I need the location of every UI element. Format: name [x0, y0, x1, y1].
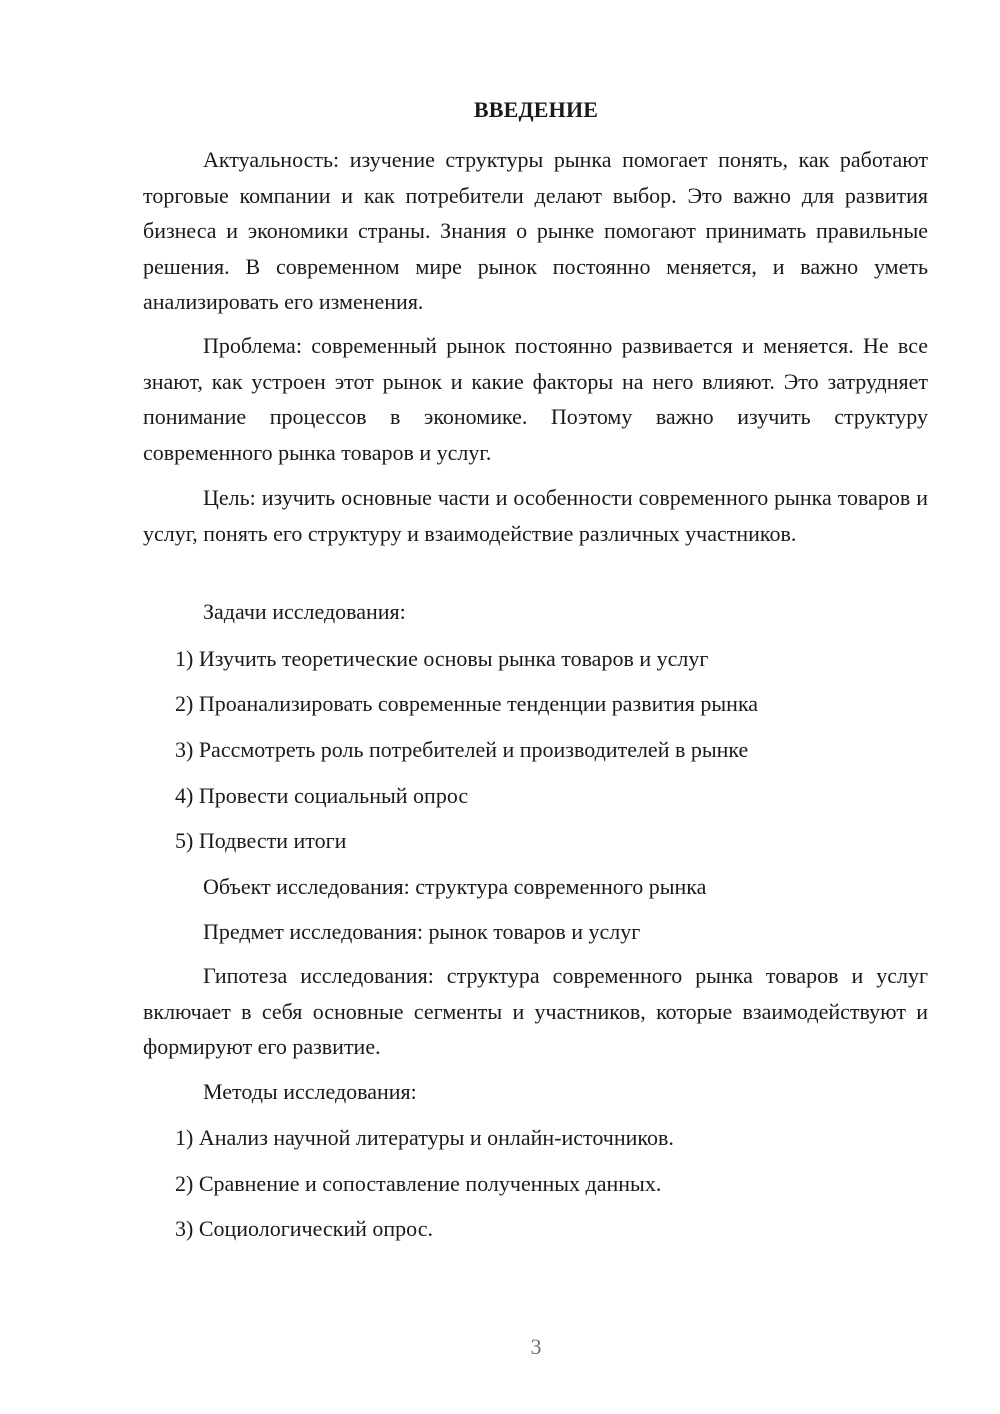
method-item: 3) Социологический опрос.: [175, 1216, 433, 1241]
method-item: 1) Анализ научной литературы и онлайн-источников.: [175, 1125, 674, 1150]
task-item: 4) Провести социальный опрос: [175, 783, 469, 808]
goal-paragraph: Цель: изучить основные части и особенности современного рынка товаров и услуг, понять его структуру и взаимодействие различных участников.: [143, 485, 928, 546]
task-item: 3) Рассмотреть роль потребителей и производителей в рынке: [175, 737, 749, 762]
relevance-paragraph: Актуальность: изучение структуры рынка помогает понять, как работают торговые компании и как потребители делают выбор. Это важно для развития бизнеса и экономики страны. Знания о рынке помогают принимать правильные решения. В современном мире рынок постоянно меняется, и важно уметь анализировать его изменения.: [143, 147, 928, 314]
research-subject: Предмет исследования: рынок товаров и услуг: [203, 919, 641, 944]
task-item: 5) Подвести итоги: [175, 828, 347, 853]
task-item: 1) Изучить теоретические основы рынка товаров и услуг: [175, 646, 709, 671]
method-item: 2) Сравнение и сопоставление полученных данных.: [175, 1171, 662, 1196]
task-item: 2) Проанализировать современные тенденции развития рынка: [175, 691, 759, 716]
problem-paragraph: Проблема: современный рынок постоянно развивается и меняется. Не все знают, как устроен этот рынок и какие факторы на него влияют. Это затрудняет понимание процессов в экономике. Поэтому важно изучить структуру современного рынка товаров и услуг.: [143, 333, 928, 465]
research-object: Объект исследования: структура современного рынка: [203, 874, 707, 899]
page-number: 3: [530, 1334, 542, 1359]
hypothesis-paragraph: Гипотеза исследования: структура современного рынка товаров и услуг включает в себя основные сегменты и участников, которые взаимодействуют и формируют его развитие.: [143, 963, 928, 1059]
tasks-heading: Задачи исследования:: [203, 599, 406, 624]
methods-heading: Методы исследования:: [203, 1079, 417, 1104]
section-title: ВВЕДЕНИЕ: [473, 97, 599, 122]
